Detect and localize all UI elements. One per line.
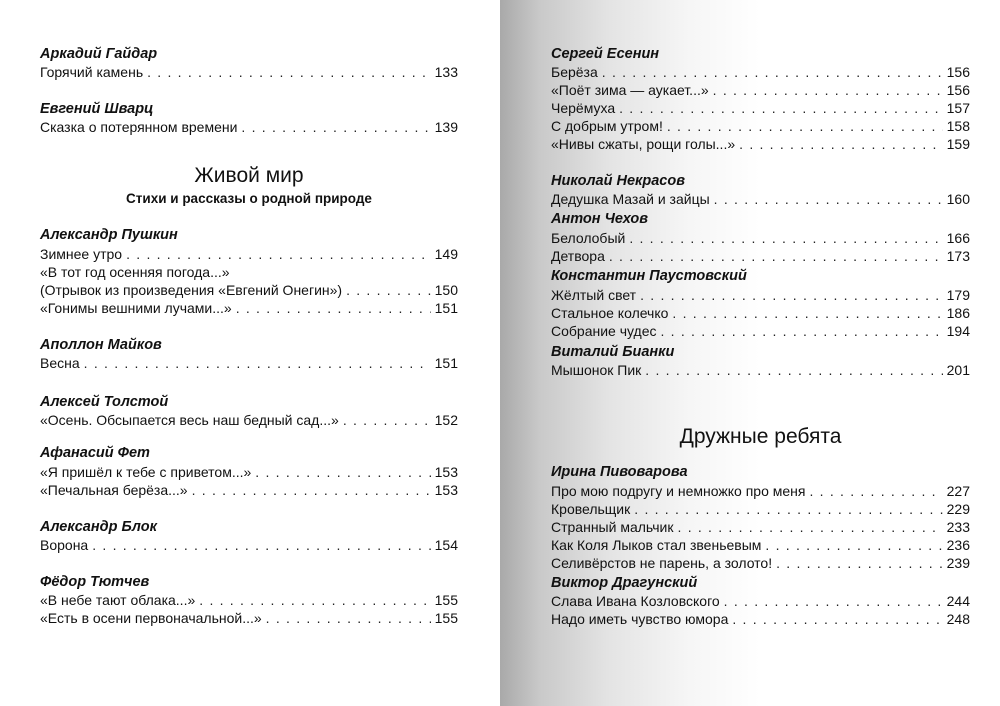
entry-page: 153 bbox=[434, 464, 458, 480]
toc-entry[interactable] bbox=[40, 481, 458, 499]
section-subtitle: Стихи и рассказы о родной природе bbox=[126, 191, 372, 206]
leader-dots bbox=[809, 482, 942, 500]
author-heading: Николай Некрасов bbox=[551, 173, 685, 189]
entry-title: Весна bbox=[40, 355, 80, 371]
author-heading: Антон Чехов bbox=[551, 211, 649, 227]
section-title: Дружные ребята bbox=[679, 425, 842, 448]
toc-entry[interactable] bbox=[551, 229, 970, 247]
entry-title: Зимнее утро bbox=[40, 246, 123, 262]
toc-entry[interactable] bbox=[551, 322, 970, 340]
entry-title: Сказка о потерянном времени bbox=[40, 119, 238, 135]
entry-title: Ворона bbox=[40, 537, 89, 553]
entry-page: 158 bbox=[946, 118, 970, 134]
toc-entry[interactable] bbox=[551, 592, 970, 610]
entry-page: 157 bbox=[946, 100, 970, 116]
entry-title: Надо иметь чувство юмора bbox=[551, 611, 729, 627]
toc-entry[interactable] bbox=[551, 482, 970, 500]
entry-page: 156 bbox=[946, 64, 970, 80]
leader-dots bbox=[609, 247, 943, 265]
leader-dots bbox=[266, 609, 431, 627]
leader-dots bbox=[192, 481, 431, 499]
toc-entry[interactable] bbox=[551, 554, 970, 572]
entry-page: 153 bbox=[434, 482, 458, 498]
entry-title: «Поёт зима — аукает...» bbox=[551, 82, 709, 98]
right-page bbox=[500, 0, 1000, 706]
section-title: Живой мир bbox=[194, 164, 304, 187]
entry-title: «В тот год осенняя погода...» bbox=[40, 264, 230, 280]
toc-entry[interactable] bbox=[40, 281, 458, 299]
toc-entry[interactable] bbox=[551, 536, 970, 554]
entry-title: Берёза bbox=[551, 64, 598, 80]
leader-dots bbox=[645, 361, 942, 379]
author-heading: Аркадий Гайдар bbox=[40, 46, 158, 62]
toc-entry[interactable] bbox=[551, 304, 970, 322]
toc-entry[interactable] bbox=[40, 354, 458, 372]
entry-page: 154 bbox=[434, 537, 458, 553]
author-heading: Виктор Драгунский bbox=[551, 575, 698, 591]
toc-entry[interactable] bbox=[40, 536, 458, 554]
leader-dots bbox=[776, 554, 943, 572]
entry-title: Жёлтый свет bbox=[551, 287, 637, 303]
entry-page: 239 bbox=[946, 555, 970, 571]
entry-title: Дедушка Мазай и зайцы bbox=[551, 191, 710, 207]
entry-title: Селивёрстов не парень, а золото! bbox=[551, 555, 773, 571]
entry-page: 150 bbox=[434, 282, 458, 298]
author-heading: Алексей Толстой bbox=[40, 394, 169, 410]
entry-title: «Нивы сжаты, рощи голы...» bbox=[551, 136, 736, 152]
author-heading: Ирина Пивоварова bbox=[551, 464, 688, 480]
entry-page: 156 bbox=[946, 82, 970, 98]
toc-entry[interactable] bbox=[40, 63, 458, 81]
entry-page: 227 bbox=[946, 483, 970, 499]
leader-dots bbox=[619, 99, 943, 117]
entry-title: Про мою подругу и немножко про меня bbox=[551, 483, 806, 499]
toc-entry[interactable] bbox=[40, 245, 458, 263]
toc-entry[interactable] bbox=[551, 247, 970, 265]
leader-dots bbox=[724, 592, 943, 610]
entry-title: «В небе тают облака...» bbox=[40, 592, 196, 608]
entry-title: «Я пришёл к тебе с приветом...» bbox=[40, 464, 252, 480]
entry-title: Белолобый bbox=[551, 230, 626, 246]
entry-page: 233 bbox=[946, 519, 970, 535]
toc-entry[interactable] bbox=[40, 118, 458, 136]
entry-page: 151 bbox=[434, 355, 458, 371]
entry-page: 133 bbox=[434, 64, 458, 80]
author-heading: Виталий Бианки bbox=[551, 344, 675, 360]
entry-page: 152 bbox=[434, 412, 458, 428]
toc-entry[interactable] bbox=[551, 190, 970, 208]
toc-entry[interactable] bbox=[551, 135, 970, 153]
leader-dots bbox=[661, 322, 943, 340]
entry-title: Мышонок Пик bbox=[551, 362, 642, 378]
leader-dots bbox=[126, 245, 431, 263]
author-heading: Фёдор Тютчев bbox=[40, 574, 150, 590]
entry-title: Черёмуха bbox=[551, 100, 616, 116]
entry-page: 155 bbox=[434, 610, 458, 626]
toc-entry[interactable] bbox=[551, 361, 970, 379]
leader-dots bbox=[678, 518, 943, 536]
leader-dots bbox=[84, 354, 431, 372]
leader-dots bbox=[92, 536, 430, 554]
leader-dots bbox=[739, 135, 943, 153]
leader-dots bbox=[732, 610, 942, 628]
toc-entry[interactable] bbox=[40, 299, 458, 317]
toc-entry[interactable] bbox=[551, 81, 970, 99]
entry-page: 201 bbox=[946, 362, 970, 378]
author-heading: Сергей Есенин bbox=[551, 46, 660, 62]
toc-entry[interactable] bbox=[40, 411, 458, 429]
leader-dots bbox=[255, 463, 430, 481]
toc-entry[interactable] bbox=[40, 609, 458, 627]
toc-entry[interactable] bbox=[551, 99, 970, 117]
leader-dots bbox=[346, 281, 431, 299]
entry-title: Кровельщик bbox=[551, 501, 631, 517]
entry-title: С добрым утром! bbox=[551, 118, 663, 134]
entry-title: «Есть в осени первоначальной...» bbox=[40, 610, 262, 626]
entry-page: 151 bbox=[434, 300, 458, 316]
leader-dots bbox=[241, 118, 430, 136]
author-heading: Александр Пушкин bbox=[40, 227, 178, 243]
toc-entry[interactable] bbox=[551, 286, 970, 304]
entry-title: Как Коля Лыков стал звеньевым bbox=[551, 537, 762, 553]
entry-title: Странный мальчик bbox=[551, 519, 674, 535]
toc-entry[interactable] bbox=[40, 263, 458, 281]
author-heading: Евгений Шварц bbox=[40, 101, 154, 117]
leader-dots bbox=[714, 190, 943, 208]
entry-title: Собрание чудес bbox=[551, 323, 657, 339]
entry-page: 194 bbox=[946, 323, 970, 339]
leader-dots bbox=[199, 591, 430, 609]
entry-title: Детвора bbox=[551, 248, 605, 264]
leader-dots bbox=[634, 500, 942, 518]
entry-title: «Осень. Обсыпается весь наш бедный сад...» bbox=[40, 412, 339, 428]
toc-entry[interactable] bbox=[40, 463, 458, 481]
entry-title: «Гонимы вешними лучами...» bbox=[40, 300, 232, 316]
entry-page: 229 bbox=[946, 501, 970, 517]
entry-page: 248 bbox=[946, 611, 970, 627]
leader-dots bbox=[672, 304, 942, 322]
leader-dots bbox=[629, 229, 942, 247]
entry-title: Стальное колечко bbox=[551, 305, 669, 321]
entry-page: 173 bbox=[946, 248, 970, 264]
entry-title: (Отрывок из произведения «Евгений Онегин») bbox=[40, 282, 343, 298]
toc-entry[interactable] bbox=[551, 117, 970, 135]
leader-dots bbox=[667, 117, 943, 135]
toc-entry[interactable] bbox=[551, 500, 970, 518]
leader-dots bbox=[713, 81, 943, 99]
author-heading: Александр Блок bbox=[40, 519, 157, 535]
entry-page: 155 bbox=[434, 592, 458, 608]
entry-page: 244 bbox=[946, 593, 970, 609]
entry-title: «Печальная берёза...» bbox=[40, 482, 188, 498]
leader-dots bbox=[602, 63, 943, 81]
entry-title: Горячий камень bbox=[40, 64, 144, 80]
entry-page: 166 bbox=[946, 230, 970, 246]
leader-dots bbox=[640, 286, 943, 304]
entry-page: 236 bbox=[946, 537, 970, 553]
leader-dots bbox=[147, 63, 431, 81]
toc-entry[interactable] bbox=[551, 518, 970, 536]
entry-page: 186 bbox=[946, 305, 970, 321]
toc-entry[interactable] bbox=[40, 591, 458, 609]
leader-dots bbox=[343, 411, 431, 429]
entry-title: Слава Ивана Козловского bbox=[551, 593, 720, 609]
leader-dots bbox=[236, 299, 431, 317]
toc-entry[interactable] bbox=[551, 63, 970, 81]
author-heading: Аполлон Майков bbox=[40, 337, 162, 353]
entry-page: 139 bbox=[434, 119, 458, 135]
entry-page: 179 bbox=[946, 287, 970, 303]
author-heading: Константин Паустовский bbox=[551, 268, 747, 284]
author-heading: Афанасий Фет bbox=[40, 445, 150, 461]
toc-entry[interactable] bbox=[551, 610, 970, 628]
entry-page: 149 bbox=[434, 246, 458, 262]
entry-page: 159 bbox=[946, 136, 970, 152]
leader-dots bbox=[765, 536, 942, 554]
entry-page: 160 bbox=[946, 191, 970, 207]
